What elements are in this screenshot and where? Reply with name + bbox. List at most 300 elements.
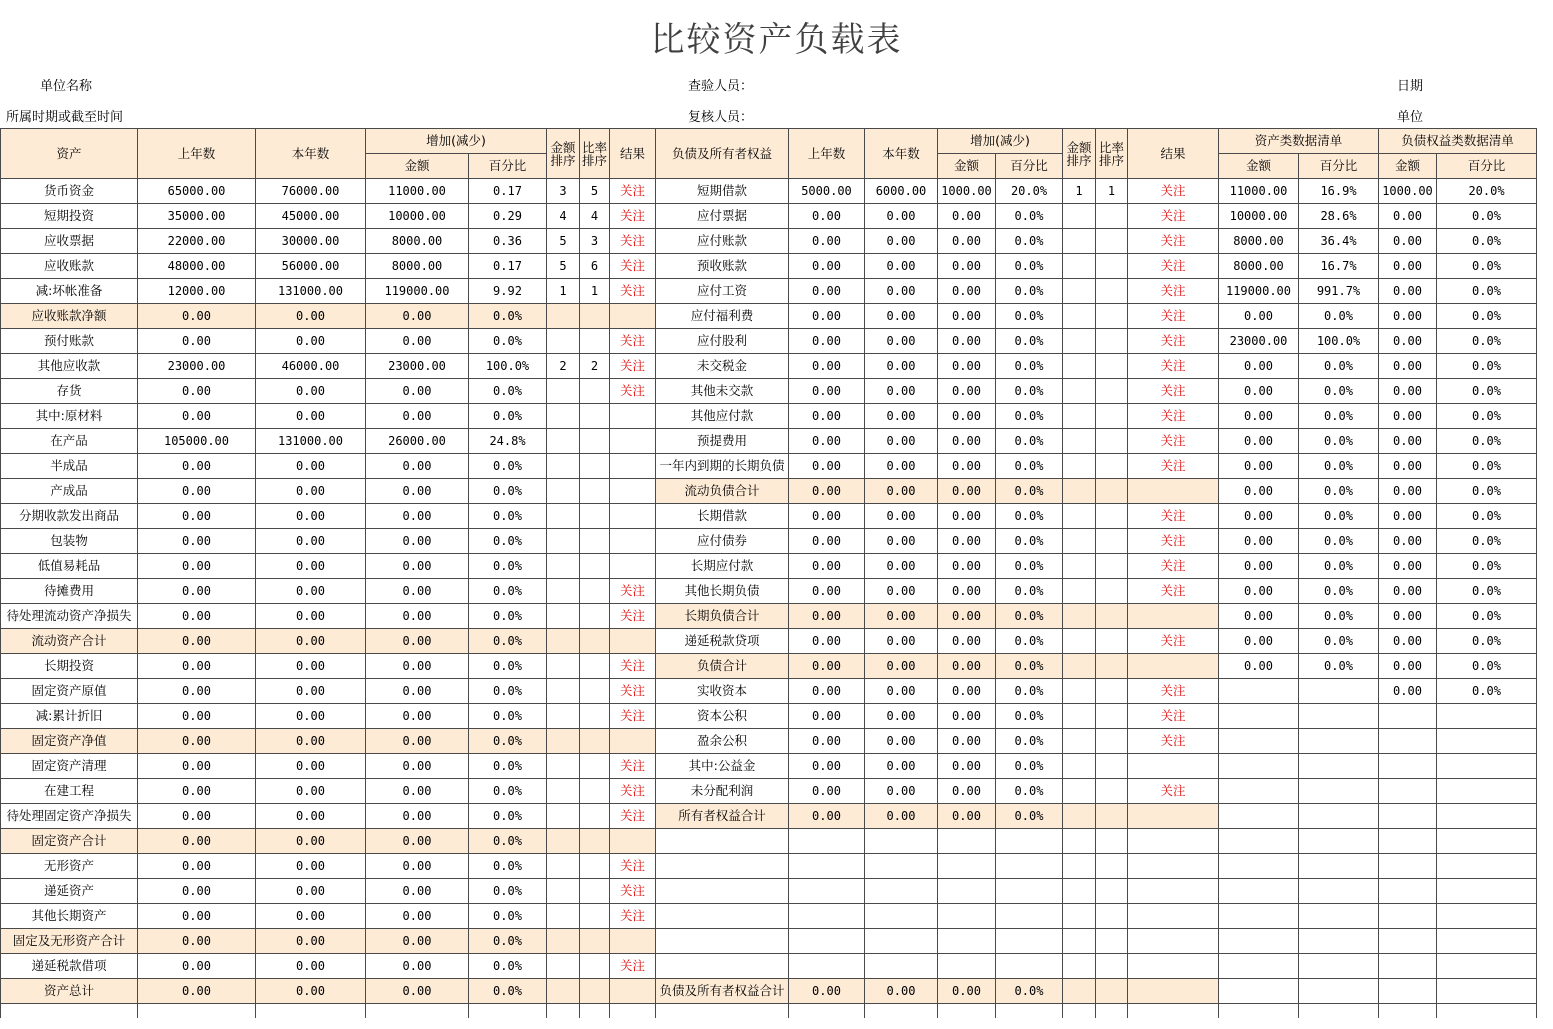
asset-name: 固定资产合计 xyxy=(1,829,138,854)
liab-prev-year xyxy=(789,954,865,979)
asset-change-amount: 0.00 xyxy=(366,379,469,404)
liab-rate-rank xyxy=(1096,854,1128,879)
liab-list-pct xyxy=(1437,929,1537,954)
liab-change-pct: 0.0% xyxy=(996,629,1063,654)
liab-name: 短期借款 xyxy=(656,179,789,204)
liab-list-pct xyxy=(1437,704,1537,729)
asset-change-amount: 10000.00 xyxy=(366,204,469,229)
liab-list-pct xyxy=(1437,729,1537,754)
asset-list-amount xyxy=(1219,829,1299,854)
liab-prev-year: 5000.00 xyxy=(789,179,865,204)
asset-change-pct: 0.0% xyxy=(469,654,547,679)
header-amount-rank: 金额排序 xyxy=(547,129,580,179)
liab-name xyxy=(656,829,789,854)
asset-list-pct: 991.7% xyxy=(1299,279,1379,304)
liab-curr-year xyxy=(865,954,938,979)
asset-rate-rank xyxy=(580,979,610,1004)
liab-list-amount: 0.00 xyxy=(1379,504,1437,529)
liab-result: 关注 xyxy=(1128,629,1219,654)
liab-list-amount xyxy=(1379,929,1437,954)
asset-list-pct: 0.0% xyxy=(1299,354,1379,379)
asset-name: 减:累计折旧 xyxy=(1,704,138,729)
liab-name xyxy=(656,854,789,879)
liab-prev-year: 0.00 xyxy=(789,404,865,429)
empty-cell xyxy=(1096,1004,1128,1019)
period-label: 所属时期或截至时间 xyxy=(6,110,124,125)
asset-result: 关注 xyxy=(610,954,656,979)
asset-curr-year: 0.00 xyxy=(256,779,366,804)
liab-amount-rank xyxy=(1063,304,1096,329)
asset-rate-rank xyxy=(580,604,610,629)
header-liab-prev-year: 上年数 xyxy=(789,129,865,179)
asset-amount-rank xyxy=(547,604,580,629)
asset-amount-rank: 4 xyxy=(547,204,580,229)
liab-curr-year xyxy=(865,904,938,929)
liab-amount-rank xyxy=(1063,454,1096,479)
asset-change-pct: 0.0% xyxy=(469,304,547,329)
asset-prev-year: 0.00 xyxy=(138,554,256,579)
asset-amount-rank xyxy=(547,304,580,329)
liab-name: 其他未交款 xyxy=(656,379,789,404)
asset-name: 产成品 xyxy=(1,479,138,504)
asset-result xyxy=(610,629,656,654)
liab-list-amount: 0.00 xyxy=(1379,629,1437,654)
table-row xyxy=(1,429,1537,454)
asset-result xyxy=(610,304,656,329)
table-row xyxy=(1,629,1537,654)
asset-change-pct: 0.0% xyxy=(469,504,547,529)
liab-rate-rank xyxy=(1096,504,1128,529)
header-asset-data-list: 资产类数据清单 xyxy=(1219,129,1379,154)
asset-list-amount: 0.00 xyxy=(1219,454,1299,479)
liab-change-pct: 0.0% xyxy=(996,754,1063,779)
liab-name: 递延税款贷项 xyxy=(656,629,789,654)
asset-list-amount: 0.00 xyxy=(1219,604,1299,629)
liab-change-amount: 0.00 xyxy=(938,379,996,404)
empty-cell xyxy=(1128,1004,1219,1019)
table-row xyxy=(1,754,1537,779)
asset-result: 关注 xyxy=(610,854,656,879)
asset-name: 待处理固定资产净损失 xyxy=(1,804,138,829)
liab-rate-rank xyxy=(1096,354,1128,379)
liab-change-pct xyxy=(996,854,1063,879)
asset-list-pct xyxy=(1299,954,1379,979)
asset-change-pct: 0.0% xyxy=(469,804,547,829)
empty-cell xyxy=(1299,1004,1379,1019)
liab-prev-year: 0.00 xyxy=(789,579,865,604)
liab-rate-rank xyxy=(1096,604,1128,629)
asset-amount-rank: 3 xyxy=(547,179,580,204)
asset-list-pct xyxy=(1299,929,1379,954)
liab-change-pct: 0.0% xyxy=(996,479,1063,504)
asset-name: 固定及无形资产合计 xyxy=(1,929,138,954)
liab-name: 长期负债合计 xyxy=(656,604,789,629)
liab-change-pct: 0.0% xyxy=(996,379,1063,404)
liab-amount-rank xyxy=(1063,879,1096,904)
liab-list-amount xyxy=(1379,729,1437,754)
asset-change-pct: 0.0% xyxy=(469,604,547,629)
liab-change-pct: 0.0% xyxy=(996,579,1063,604)
liab-amount-rank xyxy=(1063,529,1096,554)
asset-curr-year: 0.00 xyxy=(256,554,366,579)
liab-list-pct xyxy=(1437,829,1537,854)
liab-list-amount: 1000.00 xyxy=(1379,179,1437,204)
liab-list-pct: 0.0% xyxy=(1437,354,1537,379)
asset-rate-rank xyxy=(580,379,610,404)
table-row xyxy=(1,829,1537,854)
liab-result: 关注 xyxy=(1128,729,1219,754)
asset-change-amount: 0.00 xyxy=(366,704,469,729)
asset-list-pct: 16.7% xyxy=(1299,254,1379,279)
asset-list-pct: 0.0% xyxy=(1299,629,1379,654)
liab-prev-year: 0.00 xyxy=(789,454,865,479)
liab-change-pct: 0.0% xyxy=(996,454,1063,479)
liab-name xyxy=(656,929,789,954)
liab-change-amount xyxy=(938,854,996,879)
asset-change-amount: 0.00 xyxy=(366,729,469,754)
liab-amount-rank xyxy=(1063,279,1096,304)
liab-prev-year: 0.00 xyxy=(789,429,865,454)
liab-result: 关注 xyxy=(1128,304,1219,329)
asset-curr-year: 0.00 xyxy=(256,654,366,679)
liab-list-pct: 0.0% xyxy=(1437,654,1537,679)
header-liab-amount-rank: 金额排序 xyxy=(1063,129,1096,179)
asset-amount-rank xyxy=(547,629,580,654)
liab-list-pct: 0.0% xyxy=(1437,229,1537,254)
asset-list-amount: 23000.00 xyxy=(1219,329,1299,354)
liab-change-pct xyxy=(996,954,1063,979)
liab-result: 关注 xyxy=(1128,779,1219,804)
asset-prev-year: 0.00 xyxy=(138,329,256,354)
asset-rate-rank: 3 xyxy=(580,229,610,254)
liab-name: 应付票据 xyxy=(656,204,789,229)
liab-list-pct xyxy=(1437,854,1537,879)
empty-cell xyxy=(1063,1004,1096,1019)
asset-prev-year: 0.00 xyxy=(138,304,256,329)
asset-rate-rank xyxy=(580,754,610,779)
asset-rate-rank xyxy=(580,329,610,354)
liab-name: 未交税金 xyxy=(656,354,789,379)
asset-amount-rank: 2 xyxy=(547,354,580,379)
table-row xyxy=(1,329,1537,354)
asset-prev-year: 12000.00 xyxy=(138,279,256,304)
liab-list-amount: 0.00 xyxy=(1379,479,1437,504)
asset-list-amount: 0.00 xyxy=(1219,304,1299,329)
asset-change-pct: 0.0% xyxy=(469,479,547,504)
liab-change-amount: 0.00 xyxy=(938,504,996,529)
asset-result: 关注 xyxy=(610,654,656,679)
liab-result xyxy=(1128,854,1219,879)
liab-rate-rank xyxy=(1096,729,1128,754)
asset-result xyxy=(610,554,656,579)
liab-rate-rank xyxy=(1096,879,1128,904)
asset-change-pct: 0.17 xyxy=(469,254,547,279)
asset-change-pct: 0.0% xyxy=(469,404,547,429)
asset-list-pct: 0.0% xyxy=(1299,304,1379,329)
liab-change-amount: 0.00 xyxy=(938,429,996,454)
asset-prev-year: 0.00 xyxy=(138,829,256,854)
liab-change-pct: 0.0% xyxy=(996,679,1063,704)
liab-prev-year xyxy=(789,854,865,879)
empty-cell xyxy=(996,1004,1063,1019)
asset-name: 短期投资 xyxy=(1,204,138,229)
liab-list-pct: 0.0% xyxy=(1437,204,1537,229)
asset-list-pct xyxy=(1299,754,1379,779)
liab-change-pct: 0.0% xyxy=(996,254,1063,279)
liab-list-amount: 0.00 xyxy=(1379,254,1437,279)
liab-rate-rank xyxy=(1096,479,1128,504)
asset-result: 关注 xyxy=(610,779,656,804)
asset-name: 应收票据 xyxy=(1,229,138,254)
asset-curr-year: 0.00 xyxy=(256,404,366,429)
liab-list-amount: 0.00 xyxy=(1379,204,1437,229)
asset-change-pct: 24.8% xyxy=(469,429,547,454)
asset-list-amount xyxy=(1219,854,1299,879)
asset-curr-year: 0.00 xyxy=(256,604,366,629)
liab-rate-rank xyxy=(1096,804,1128,829)
liab-curr-year xyxy=(865,829,938,854)
empty-cell xyxy=(938,1004,996,1019)
liab-rate-rank xyxy=(1096,429,1128,454)
liab-list-pct: 0.0% xyxy=(1437,479,1537,504)
asset-name: 资产总计 xyxy=(1,979,138,1004)
asset-list-amount xyxy=(1219,704,1299,729)
liab-change-amount: 0.00 xyxy=(938,254,996,279)
header-liab-change: 增加(减少) xyxy=(938,129,1063,154)
liab-change-pct: 0.0% xyxy=(996,354,1063,379)
liab-list-pct: 0.0% xyxy=(1437,604,1537,629)
liab-change-amount: 0.00 xyxy=(938,604,996,629)
liab-change-amount: 0.00 xyxy=(938,454,996,479)
asset-result: 关注 xyxy=(610,204,656,229)
empty-cell xyxy=(256,1004,366,1019)
asset-rate-rank: 4 xyxy=(580,204,610,229)
table-row xyxy=(1,479,1537,504)
asset-rate-rank: 5 xyxy=(580,179,610,204)
liab-amount-rank xyxy=(1063,829,1096,854)
table-row xyxy=(1,929,1537,954)
liab-amount-rank: 1 xyxy=(1063,179,1096,204)
liab-change-amount: 0.00 xyxy=(938,779,996,804)
liab-curr-year: 0.00 xyxy=(865,779,938,804)
liab-rate-rank xyxy=(1096,829,1128,854)
asset-name: 固定资产原值 xyxy=(1,679,138,704)
liab-rate-rank xyxy=(1096,979,1128,1004)
liab-result xyxy=(1128,804,1219,829)
asset-amount-rank xyxy=(547,779,580,804)
filler-row xyxy=(1,1004,1537,1019)
liab-name: 所有者权益合计 xyxy=(656,804,789,829)
liab-rate-rank xyxy=(1096,279,1128,304)
asset-prev-year: 0.00 xyxy=(138,804,256,829)
liab-change-pct: 0.0% xyxy=(996,504,1063,529)
liab-prev-year: 0.00 xyxy=(789,679,865,704)
asset-list-amount xyxy=(1219,929,1299,954)
liab-change-amount xyxy=(938,904,996,929)
liab-name: 长期应付款 xyxy=(656,554,789,579)
liab-amount-rank xyxy=(1063,679,1096,704)
liab-rate-rank xyxy=(1096,579,1128,604)
liab-amount-rank xyxy=(1063,654,1096,679)
asset-list-pct xyxy=(1299,804,1379,829)
asset-rate-rank xyxy=(580,454,610,479)
asset-curr-year: 0.00 xyxy=(256,629,366,654)
liab-change-amount: 0.00 xyxy=(938,679,996,704)
asset-change-amount: 0.00 xyxy=(366,904,469,929)
table-row xyxy=(1,579,1537,604)
asset-change-pct: 0.17 xyxy=(469,179,547,204)
liab-amount-rank xyxy=(1063,954,1096,979)
asset-rate-rank xyxy=(580,679,610,704)
liab-rate-rank xyxy=(1096,254,1128,279)
liab-amount-rank xyxy=(1063,779,1096,804)
asset-list-amount: 0.00 xyxy=(1219,479,1299,504)
asset-curr-year: 131000.00 xyxy=(256,429,366,454)
liab-name: 负债合计 xyxy=(656,654,789,679)
asset-name: 其他应收款 xyxy=(1,354,138,379)
liab-prev-year: 0.00 xyxy=(789,629,865,654)
liab-name: 负债及所有者权益合计 xyxy=(656,979,789,1004)
asset-amount-rank: 5 xyxy=(547,229,580,254)
asset-change-amount: 0.00 xyxy=(366,679,469,704)
asset-curr-year: 0.00 xyxy=(256,704,366,729)
asset-rate-rank xyxy=(580,904,610,929)
asset-name: 递延资产 xyxy=(1,879,138,904)
liab-list-amount xyxy=(1379,954,1437,979)
asset-change-amount: 0.00 xyxy=(366,929,469,954)
asset-change-pct: 0.0% xyxy=(469,779,547,804)
asset-rate-rank xyxy=(580,729,610,754)
empty-cell xyxy=(547,1004,580,1019)
liab-list-amount xyxy=(1379,804,1437,829)
table-row xyxy=(1,179,1537,204)
liab-rate-rank xyxy=(1096,529,1128,554)
liab-result xyxy=(1128,879,1219,904)
asset-list-pct xyxy=(1299,829,1379,854)
table-row xyxy=(1,954,1537,979)
asset-list-amount xyxy=(1219,779,1299,804)
asset-rate-rank: 2 xyxy=(580,354,610,379)
asset-amount-rank xyxy=(547,904,580,929)
asset-prev-year: 0.00 xyxy=(138,854,256,879)
liab-rate-rank xyxy=(1096,754,1128,779)
asset-name: 在产品 xyxy=(1,429,138,454)
asset-change-amount: 23000.00 xyxy=(366,354,469,379)
asset-curr-year: 45000.00 xyxy=(256,204,366,229)
liab-change-amount xyxy=(938,954,996,979)
asset-result xyxy=(610,729,656,754)
header-liab-list-pct: 百分比 xyxy=(1437,154,1537,179)
asset-change-amount: 0.00 xyxy=(366,779,469,804)
liab-change-pct: 0.0% xyxy=(996,979,1063,1004)
asset-prev-year: 48000.00 xyxy=(138,254,256,279)
asset-list-amount: 0.00 xyxy=(1219,529,1299,554)
liab-result: 关注 xyxy=(1128,679,1219,704)
liab-prev-year: 0.00 xyxy=(789,229,865,254)
liab-list-pct xyxy=(1437,979,1537,1004)
asset-prev-year: 0.00 xyxy=(138,404,256,429)
asset-name: 其中:原材料 xyxy=(1,404,138,429)
empty-cell xyxy=(1219,1004,1299,1019)
asset-prev-year: 0.00 xyxy=(138,879,256,904)
asset-list-amount: 119000.00 xyxy=(1219,279,1299,304)
asset-list-amount: 0.00 xyxy=(1219,429,1299,454)
liab-change-pct: 0.0% xyxy=(996,429,1063,454)
liab-curr-year: 0.00 xyxy=(865,204,938,229)
asset-list-pct: 0.0% xyxy=(1299,654,1379,679)
liab-amount-rank xyxy=(1063,404,1096,429)
asset-rate-rank xyxy=(580,529,610,554)
asset-change-pct: 100.0% xyxy=(469,354,547,379)
table-row xyxy=(1,654,1537,679)
liab-rate-rank xyxy=(1096,379,1128,404)
liab-list-pct xyxy=(1437,879,1537,904)
liab-rate-rank xyxy=(1096,779,1128,804)
liab-name xyxy=(656,904,789,929)
liab-amount-rank xyxy=(1063,979,1096,1004)
table-row xyxy=(1,554,1537,579)
asset-list-amount: 0.00 xyxy=(1219,554,1299,579)
asset-list-amount: 0.00 xyxy=(1219,629,1299,654)
liab-rate-rank xyxy=(1096,454,1128,479)
liab-rate-rank xyxy=(1096,954,1128,979)
liab-result: 关注 xyxy=(1128,329,1219,354)
asset-name: 包装物 xyxy=(1,529,138,554)
asset-list-pct: 0.0% xyxy=(1299,604,1379,629)
empty-cell xyxy=(1,1004,138,1019)
empty-cell xyxy=(366,1004,469,1019)
asset-result: 关注 xyxy=(610,804,656,829)
liab-name: 预收账款 xyxy=(656,254,789,279)
asset-result xyxy=(610,829,656,854)
liab-change-amount: 0.00 xyxy=(938,704,996,729)
liab-list-amount xyxy=(1379,879,1437,904)
liab-change-pct: 0.0% xyxy=(996,229,1063,254)
asset-list-pct: 16.9% xyxy=(1299,179,1379,204)
asset-rate-rank xyxy=(580,404,610,429)
header-liab-result: 结果 xyxy=(1128,129,1219,179)
asset-name: 半成品 xyxy=(1,454,138,479)
asset-curr-year: 0.00 xyxy=(256,829,366,854)
asset-change-pct: 0.0% xyxy=(469,579,547,604)
liab-change-amount: 0.00 xyxy=(938,479,996,504)
asset-prev-year: 0.00 xyxy=(138,454,256,479)
asset-amount-rank xyxy=(547,829,580,854)
asset-amount-rank xyxy=(547,804,580,829)
empty-cell xyxy=(580,1004,610,1019)
header-asset-list-amount: 金额 xyxy=(1219,154,1299,179)
asset-rate-rank xyxy=(580,629,610,654)
asset-change-pct: 0.0% xyxy=(469,454,547,479)
liab-result: 关注 xyxy=(1128,179,1219,204)
liab-list-amount: 0.00 xyxy=(1379,429,1437,454)
liab-name: 应付工资 xyxy=(656,279,789,304)
liab-change-amount: 0.00 xyxy=(938,204,996,229)
liab-curr-year: 0.00 xyxy=(865,754,938,779)
liab-prev-year: 0.00 xyxy=(789,504,865,529)
liab-list-pct xyxy=(1437,804,1537,829)
liab-prev-year: 0.00 xyxy=(789,304,865,329)
asset-list-amount: 10000.00 xyxy=(1219,204,1299,229)
liab-prev-year: 0.00 xyxy=(789,554,865,579)
liab-name: 应付股利 xyxy=(656,329,789,354)
liab-rate-rank xyxy=(1096,679,1128,704)
asset-prev-year: 0.00 xyxy=(138,779,256,804)
liab-name: 盈余公积 xyxy=(656,729,789,754)
asset-rate-rank xyxy=(580,804,610,829)
liab-name: 资本公积 xyxy=(656,704,789,729)
asset-list-amount: 0.00 xyxy=(1219,379,1299,404)
